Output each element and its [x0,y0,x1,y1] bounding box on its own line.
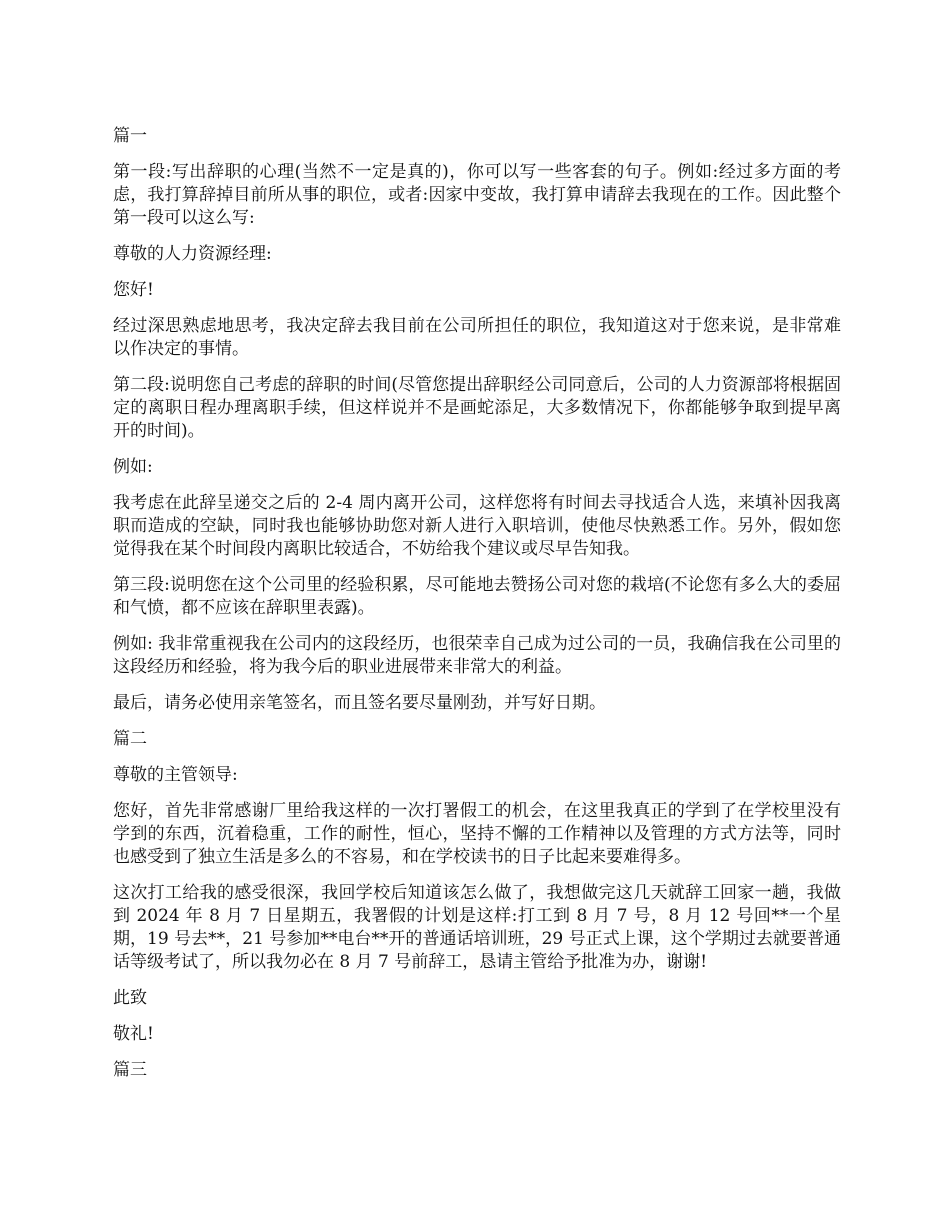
paragraph-instruction-2: 第二段:说明您自己考虑的辞职的时间(尽管您提出辞职经公司同意后，公司的人力资源部将根据固定的离职日程办理离职手续，但这样说并不是画蛇添足，大多数情况下，你都能够争取到提早离开的时间)。 [113,375,841,441]
closing-line-2: 敬礼! [113,1024,154,1044]
section-heading-2: 篇二 [113,729,147,749]
section-heading-3: 篇三 [113,1060,147,1080]
paragraph-body-4: 这次打工给我的感受很深，我回学校后知道该怎么做了，我想做完这几天就辞工回家一趟，我做到 2024 年 8 月 7 日星期五，我署假的计划是这样:打工到 8 月 7 号，8 月 12 号回**一个星期，19 号去**，21 号参加**电台**开的普通话培训班，29 号正式上课，这个学期过去就要普通话等级考试了，所以我勿必在 8 月 7 号前辞工，恳请主管给予批准为办，谢谢! [113,883,841,972]
paragraph-instruction-1: 第一段:写出辞职的心理(当然不一定是真的)，你可以写一些客套的句子。例如:经过多方面的考虑，我打算辞掉目前所从事的职位，或者:因家中变故，我打算申请辞去我现在的工作。因此整个第一段可以这么写: [113,162,841,228]
paragraph-example-3: 例如: 我非常重视我在公司内的这段经历，也很荣幸自己成为过公司的一员，我确信我在公司里的这段经历和经验，将为我今后的职业进展带来非常大的利益。 [113,634,841,677]
salutation-supervisor: 尊敬的主管领导: [113,765,238,785]
closing-line-1: 此致 [113,988,147,1008]
example-label-1: 例如: [113,457,153,477]
document-body [113,125,841,1095]
paragraph-body-2: 我考虑在此辞呈递交之后的 2-4 周内离开公司，这样您将有时间去寻找适合人选，来填补因我离职而造成的空缺，同时我也能够协助您对新人进行入职培训，使他尽快熟悉工作。另外，假如您觉得我在某个时间段内离职比较适合，不妨给我个建议或尽早告知我。 [113,493,841,559]
paragraph-closing-note: 最后，请务必使用亲笔签名，而且签名要尽量刚劲，并写好日期。 [113,693,606,713]
paragraph-body-3: 您好，首先非常感谢厂里给我这样的一次打署假工的机会，在这里我真正的学到了在学校里没有学到的东西，沉着稳重，工作的耐性，恒心，坚持不懈的工作精神以及管理的方式方法等，同时也感受到了独立生活是多么的不容易，和在学校读书的日子比起来要难得多。 [113,801,841,867]
section-heading-1: 篇一 [113,126,147,146]
paragraph-instruction-3: 第三段:说明您在这个公司里的经验积累，尽可能地去赞扬公司对您的栽培(不论您有多么大的委屈和气愤，都不应该在辞职里表露)。 [113,575,841,618]
paragraph-body-1: 经过深思熟虑地思考，我决定辞去我目前在公司所担任的职位，我知道这对于您来说，是非常难以作决定的事情。 [113,316,841,359]
greeting: 您好! [113,280,154,300]
salutation-hr: 尊敬的人力资源经理: [113,244,272,264]
